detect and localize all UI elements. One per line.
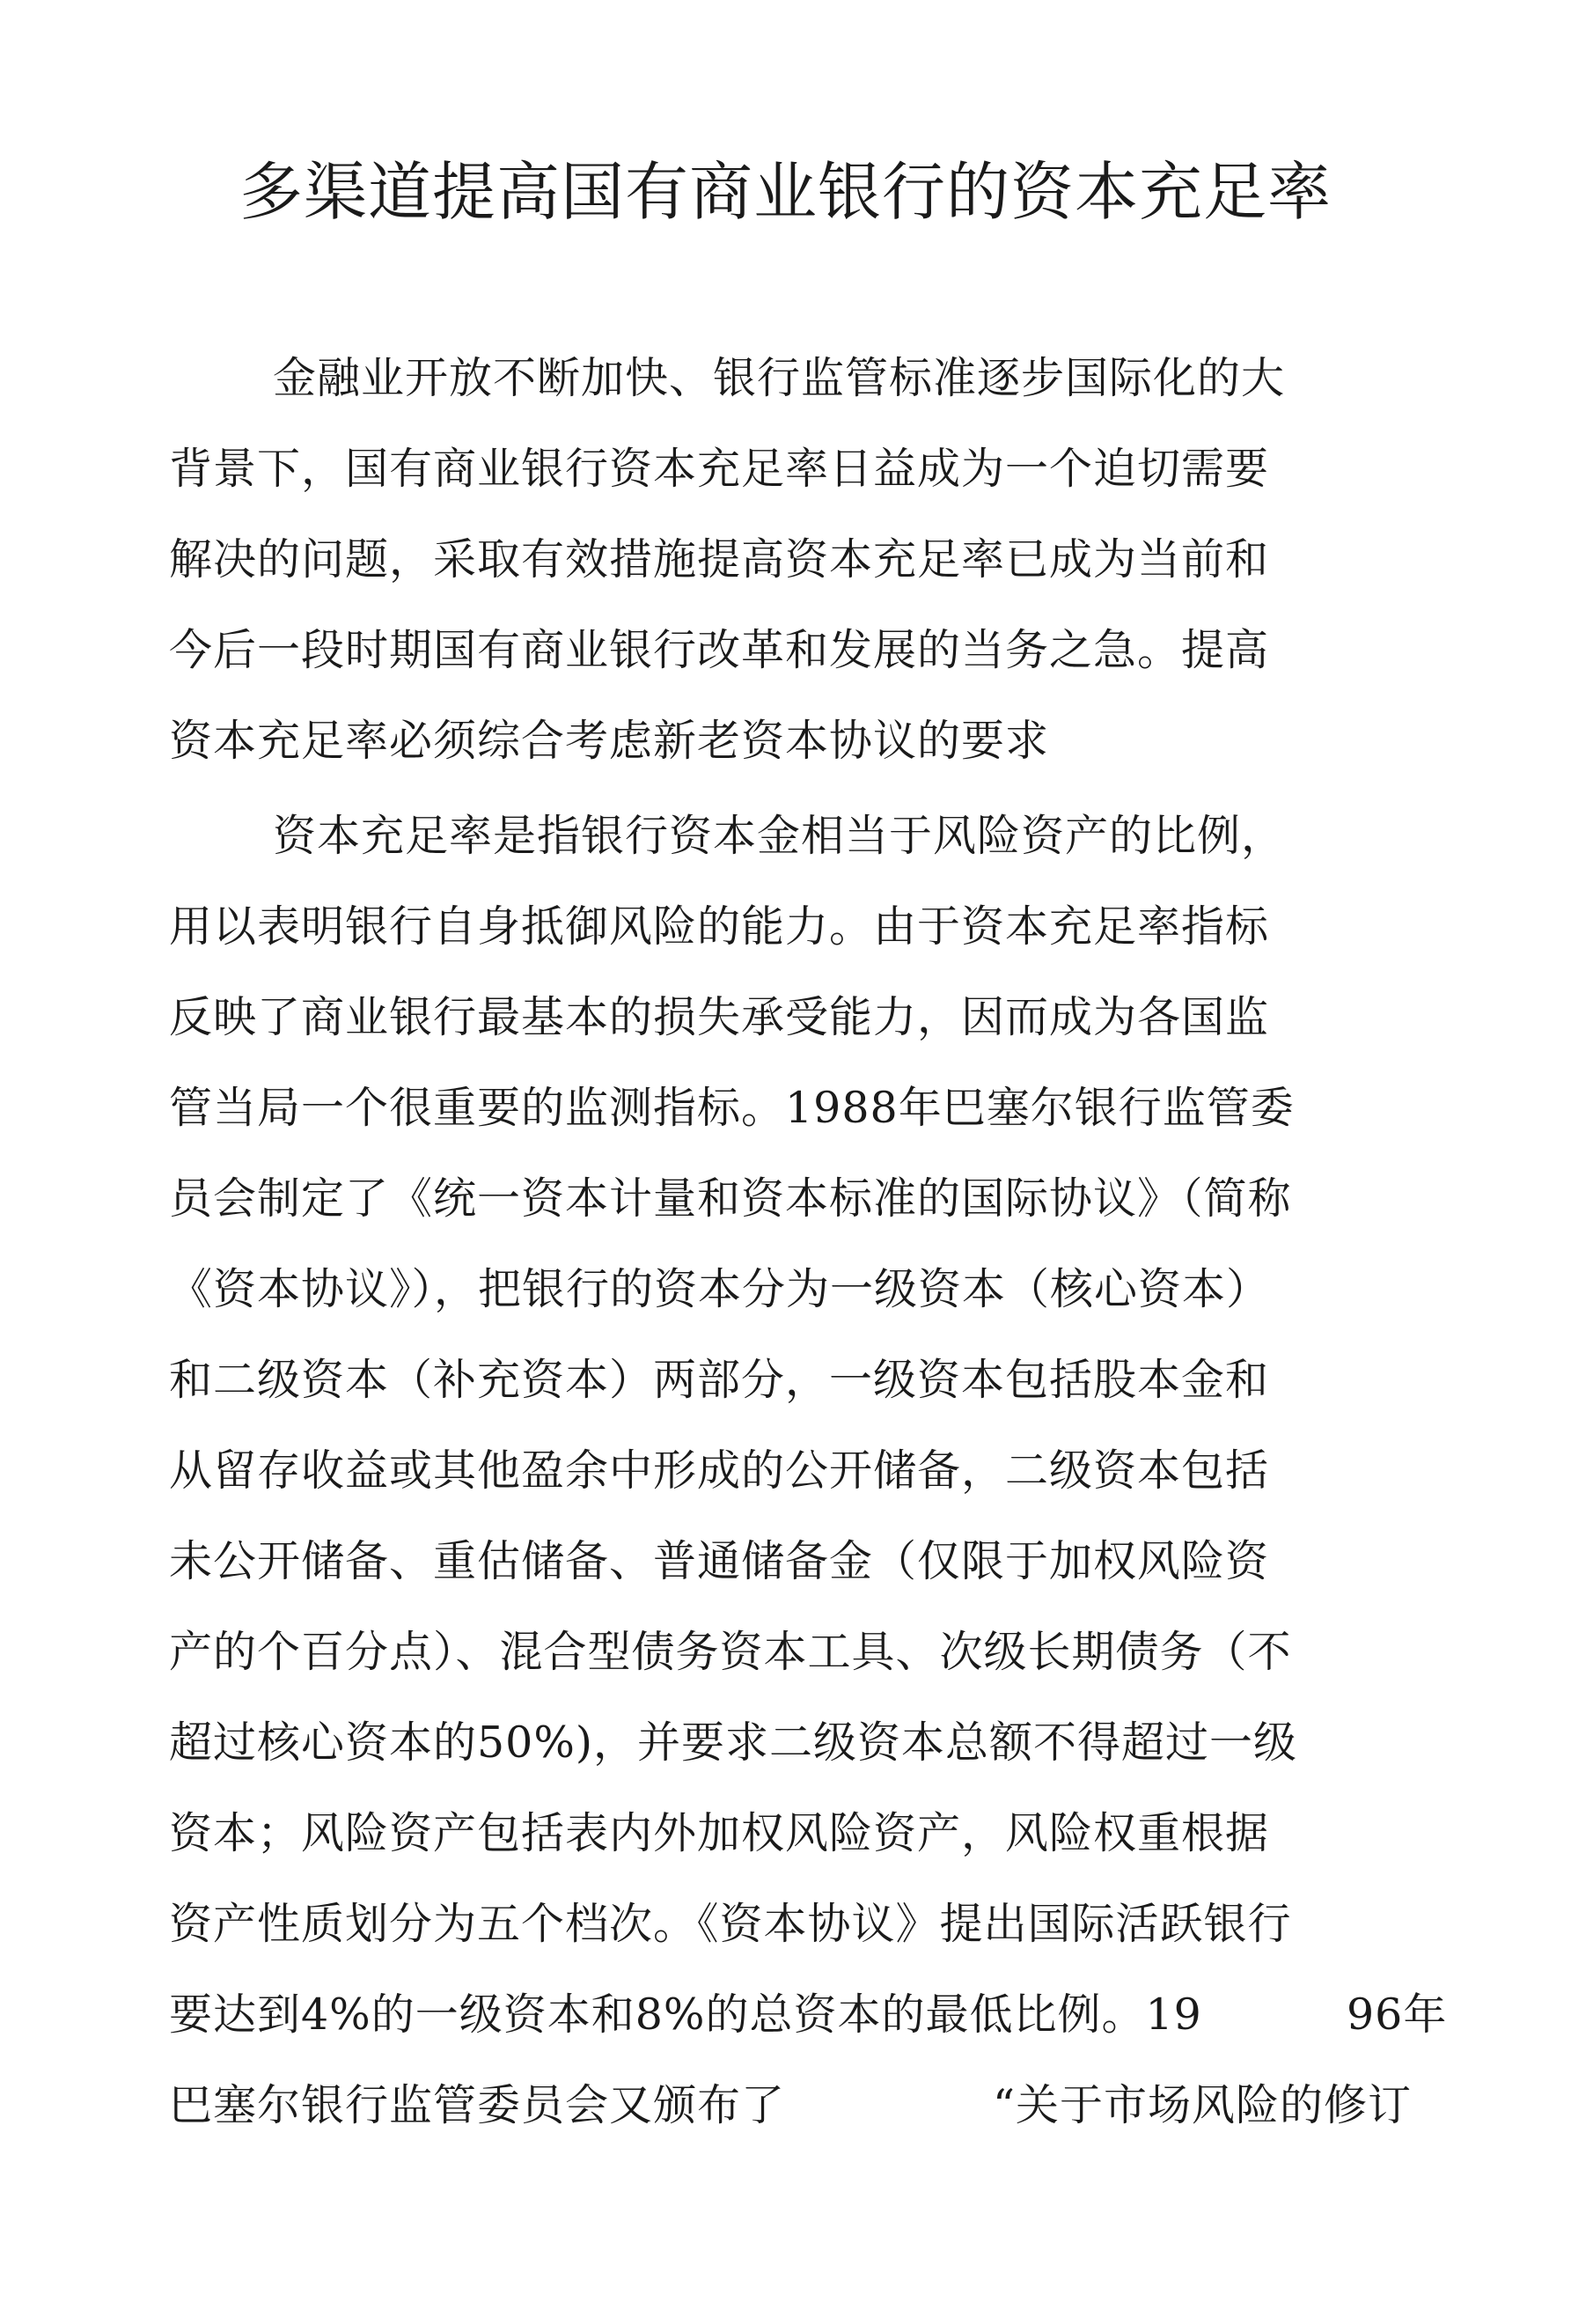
- paragraph-line: 资本充足率是指银行资本金相当于风险资产的比例，: [273, 811, 1286, 861]
- paragraph-line: 《资本协议》），把银行的资本分为一级资本（核心资本）: [169, 1264, 1271, 1314]
- paragraph-line: 资本；风险资产包括表内外加权风险资产，风险权重根据: [169, 1808, 1270, 1858]
- paragraph-line: 未公开储备、重估储备、普通储备金（仅限于加权风险资: [169, 1536, 1270, 1586]
- paragraph-line: 要达到4%的一级资本和8%的总资本的最低比例。19: [169, 1989, 1202, 2040]
- paragraph-line: 超过核心资本的50%)，并要求二级资本总额不得超过一级: [169, 1717, 1298, 1768]
- paragraph-line: 资产性质划分为五个档次。《资本协议》提出国际活跃银行: [169, 1899, 1292, 1949]
- paragraph-line: 资本充足率必须综合考虑新老资本协议的要求: [169, 716, 1050, 766]
- paragraph-line: 用以表明银行自身抵御风险的能力。由于资本充足率指标: [169, 901, 1270, 952]
- paragraph-line-tail: 96年: [1347, 1989, 1448, 2040]
- paragraph-line: 巴塞尔银行监管委员会又颁布了: [169, 2080, 786, 2130]
- paragraph-line: 员会制定了《统一资本计量和资本标准的国际协议》（简称: [169, 1173, 1292, 1224]
- paragraph-line: 和二级资本（补充资本）两部分，一级资本包括股本金和: [169, 1355, 1270, 1405]
- paragraph-line: 从留存收益或其他盈余中形成的公开储备，二级资本包括: [169, 1445, 1270, 1496]
- paragraph-line: 解决的问题，采取有效措施提高资本充足率已成为当前和: [169, 534, 1270, 585]
- paragraph-line: 反映了商业银行最基本的损失承受能力，因而成为各国监: [169, 992, 1270, 1042]
- paragraph-line: 管当局一个很重要的监测指标。1988年巴塞尔银行监管委: [169, 1083, 1295, 1133]
- document-title: 多渠道提高国有商业银行的资本充足率: [239, 155, 1332, 229]
- paragraph-line: 今后一段时期国有商业银行改革和发展的当务之急。提高: [169, 625, 1270, 675]
- paragraph-line: 金融业开放不断加快、银行监管标准逐步国际化的大: [273, 353, 1286, 403]
- paragraph-line: 产的个百分点）、混合型债务资本工具、次级长期债务（不: [169, 1627, 1292, 1677]
- paragraph-line-tail: “关于市场风险的修订: [993, 2080, 1413, 2130]
- paragraph-line: 背景下，国有商业银行资本充足率日益成为一个迫切需要: [169, 444, 1270, 494]
